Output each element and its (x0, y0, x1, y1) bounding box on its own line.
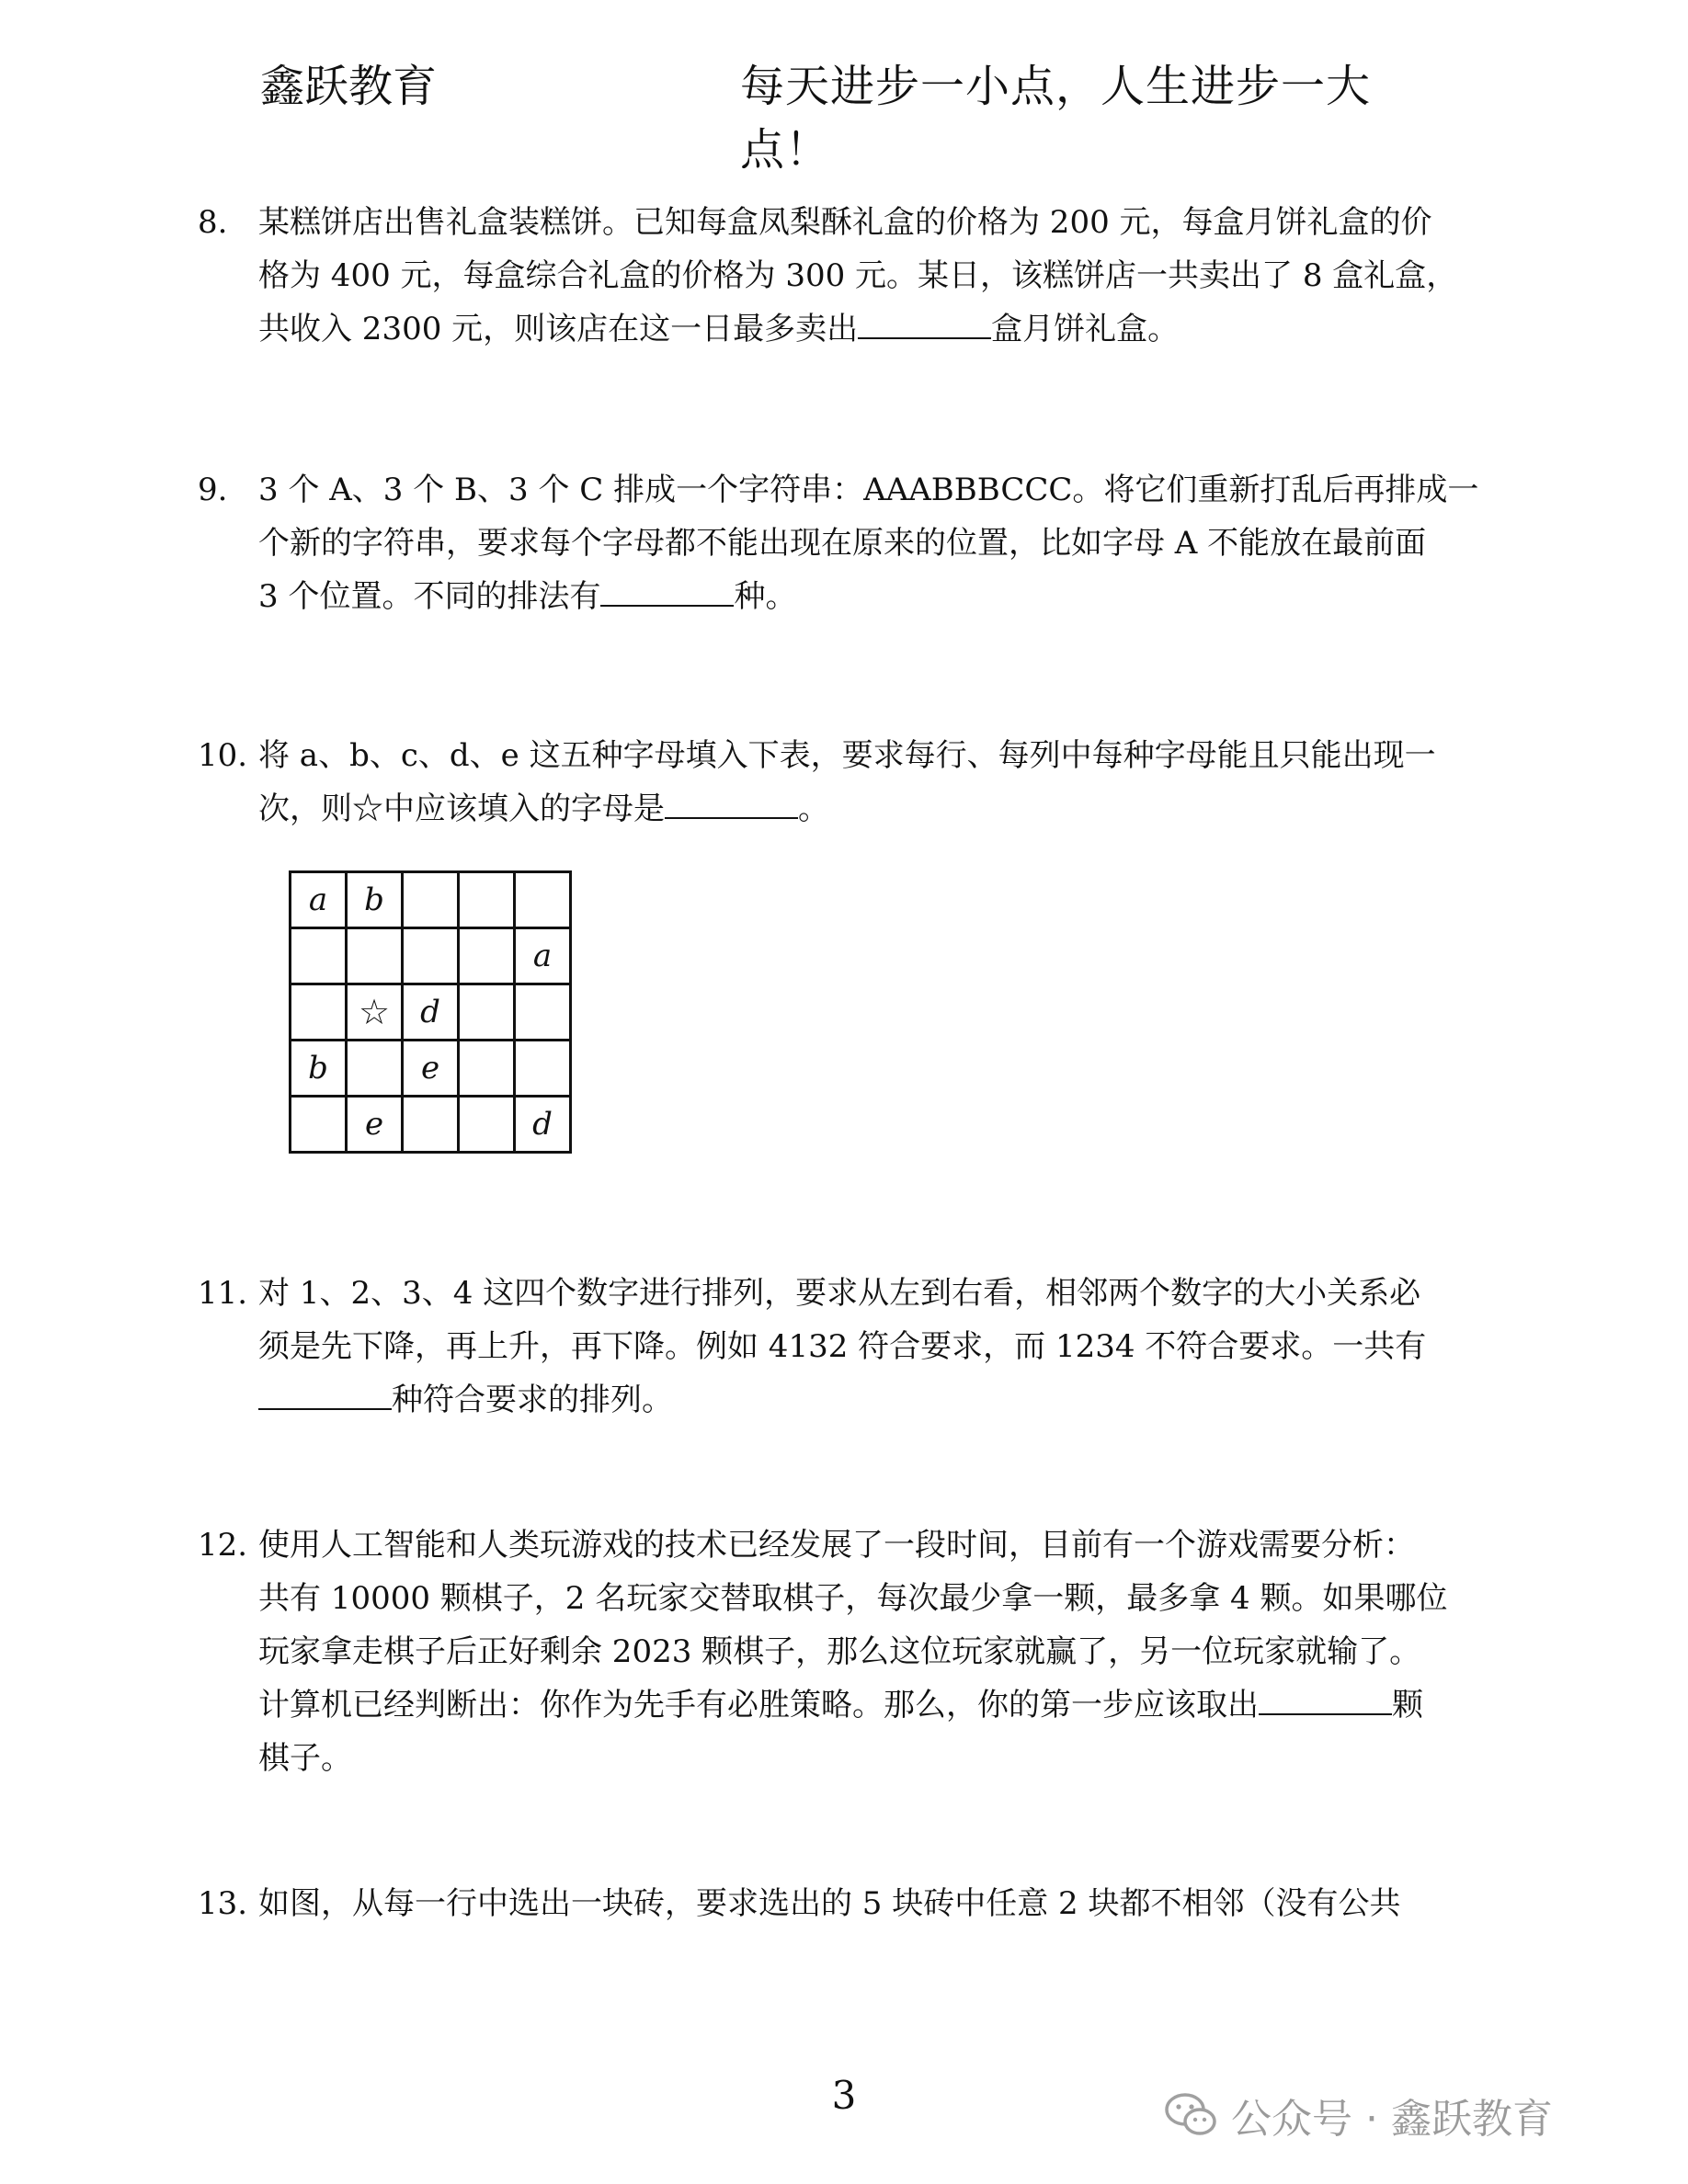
grid-cell (403, 1097, 459, 1153)
question-text-line: 棋子。 (258, 1740, 352, 1777)
question-text-line (258, 782, 1494, 836)
question-text-line: 对 1、2、3、4 这四个数字进行排列，要求从左到右看，相邻两个数字的大小关系必 (258, 1275, 1421, 1312)
question-number: 8. (198, 204, 228, 241)
grid-cell (403, 928, 459, 984)
question-number: 13. (198, 1885, 248, 1922)
grid-cell (459, 1041, 515, 1097)
question-10 (198, 729, 1494, 836)
question-text-line: 将 a、b、c、d、e 这五种字母填入下表，要求每行、每列中每种字母能且只能出现一 (258, 737, 1436, 774)
question-9 (198, 463, 1494, 623)
question-text: 种符合要求的排列。 (392, 1382, 673, 1418)
grid-cell (459, 928, 515, 984)
question-13 (198, 1877, 1494, 1930)
question-text-line: 如图，从每一行中选出一块砖，要求选出的 5 块砖中任意 2 块都不相邻（没有公共 (258, 1885, 1401, 1922)
question-text: 计算机已经判断出：你作为先手有必胜策略。那么，你的第一步应该取出 (258, 1687, 1259, 1723)
grid-row (291, 1097, 571, 1153)
question-text-line: 须是先下降，再上升，再下降。例如 4132 符合要求，而 1234 不符合要求。一共有 (258, 1328, 1427, 1365)
question-number: 10. (198, 737, 248, 774)
grid-cell (403, 872, 459, 928)
question-text-line: 玩家拿走棋子后正好剩余 2023 颗棋子，那么这位玩家就赢了，另一位玩家就输了。 (258, 1633, 1421, 1670)
grid-cell (515, 1041, 571, 1097)
slogan: 每天进步一小点，人生进步一大点！ (740, 61, 1372, 176)
question-text-line: 3 个 A、3 个 B、3 个 C 排成一个字符串：AAABBBCCC。将它们重新打乱后再排成一 (258, 472, 1479, 508)
grid-cell (515, 984, 571, 1041)
grid-cell (459, 1097, 515, 1153)
grid-cell-star: ☆ (347, 984, 403, 1041)
question-text-line (258, 1373, 1494, 1427)
grid-cell (459, 984, 515, 1041)
watermark-text: 公众号 · 鑫跃教育 (1231, 2096, 1553, 2143)
question-text-line: 使用人工智能和人类玩游戏的技术已经发展了一段时间，目前有一个游戏需要分析： (258, 1527, 1415, 1564)
page-number: 3 (831, 2073, 857, 2118)
question-number: 12. (198, 1527, 248, 1564)
grid-cell (515, 872, 571, 928)
question-text-line: 共有 10000 颗棋子，2 名玩家交替取棋子，每次最少拿一颗，最多拿 4 颗。如果哪位 (258, 1580, 1448, 1617)
grid-row (291, 928, 571, 984)
question-text: 种。 (734, 578, 797, 615)
letter-grid (289, 870, 572, 1154)
grid-cell: d (515, 1097, 571, 1153)
wechat-icon (1163, 2091, 1218, 2139)
page-header (260, 51, 1446, 176)
grid-cell (347, 1041, 403, 1097)
grid-cell: e (403, 1041, 459, 1097)
grid-cell: a (291, 872, 347, 928)
question-text: 3 个位置。不同的排法有 (258, 578, 601, 615)
answer-blank[interactable] (600, 572, 734, 607)
grid-cell: e (347, 1097, 403, 1153)
answer-blank[interactable] (258, 1375, 392, 1410)
question-text: 盒月饼礼盒。 (991, 311, 1180, 347)
question-text: 颗 (1392, 1687, 1423, 1723)
grid-row (291, 872, 571, 928)
question-text: 共收入 2300 元，则该店在这一日最多卖出 (258, 311, 859, 347)
question-text-line: 格为 400 元，每盒综合礼盒的价格为 300 元。某日，该糕饼店一共卖出了 8 盒礼盒， (258, 257, 1458, 294)
question-number: 11. (198, 1275, 248, 1312)
question-text-line (258, 1678, 1494, 1732)
grid-cell: b (291, 1041, 347, 1097)
question-text-line: 个新的字符串，要求每个字母都不能出现在原来的位置，比如字母 A 不能放在最前面 (258, 525, 1427, 562)
question-8 (198, 196, 1494, 356)
question-11 (198, 1267, 1494, 1427)
question-text-line (258, 302, 1494, 356)
question-number: 9. (198, 472, 228, 508)
grid-row (291, 984, 571, 1041)
grid-cell: b (347, 872, 403, 928)
answer-blank[interactable] (858, 304, 991, 339)
question-text: 。 (798, 791, 829, 827)
answer-blank[interactable] (665, 784, 798, 819)
question-text: 次，则☆中应该填入的字母是 (258, 791, 665, 827)
grid-cell (291, 928, 347, 984)
grid-cell: a (515, 928, 571, 984)
grid-cell (459, 872, 515, 928)
grid-cell (347, 928, 403, 984)
grid-cell: d (403, 984, 459, 1041)
question-text-line: 某糕饼店出售礼盒装糕饼。已知每盒凤梨酥礼盒的价格为 200 元，每盒月饼礼盒的价 (258, 204, 1432, 241)
brand-name: 鑫跃教育 (260, 61, 438, 112)
question-12 (198, 1519, 1494, 1785)
grid-cell (291, 984, 347, 1041)
watermark (1163, 2083, 1553, 2147)
question-text-line (258, 570, 1494, 623)
answer-blank[interactable] (1259, 1680, 1392, 1715)
grid-cell (291, 1097, 347, 1153)
grid-row (291, 1041, 571, 1097)
